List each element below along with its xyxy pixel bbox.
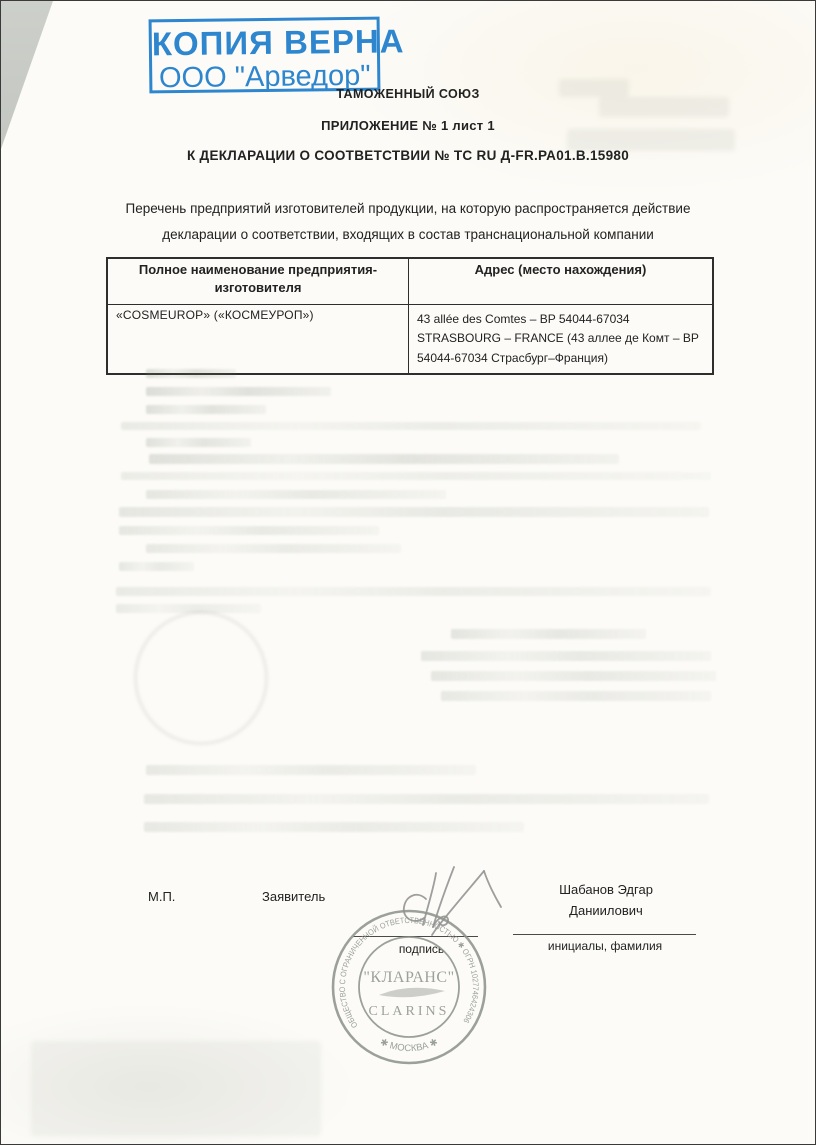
- column-header-address: Адрес (место нахождения): [474, 262, 647, 277]
- appendix-heading: ПРИЛОЖЕНИЕ № 1 лист 1: [321, 118, 495, 133]
- ghost-text-artifact: [121, 422, 701, 430]
- ghost-text-artifact: [146, 544, 401, 553]
- signature-caption: подпись: [398, 942, 445, 956]
- ghost-text-artifact: [567, 129, 735, 151]
- intro-paragraph-line2: декларации о соответствии, входящих в состав транснациональной компании: [162, 227, 654, 242]
- name-line: [513, 934, 696, 935]
- intro-paragraph-line1: Перечень предприятий изготовителей продукции, на которую распространяется действие: [125, 201, 691, 216]
- ghost-text-artifact: [559, 79, 629, 97]
- ghost-text-artifact: [121, 472, 711, 480]
- ghost-text-artifact: [146, 490, 446, 499]
- seal-company-name-en: CLARINS: [368, 1004, 450, 1019]
- ghost-text-artifact: [119, 507, 709, 517]
- seal-inner-ring: [359, 937, 459, 1037]
- ghost-text-artifact: [149, 454, 619, 464]
- manufacturer-cell: «COSMEUROP» («КОСМЕУРОП»): [108, 305, 409, 373]
- column-header-manufacturer: Полное наименование предприятия-изготовителя: [108, 259, 409, 304]
- seal-bottom-text: ✱ МОСКВА ✱: [378, 1036, 440, 1055]
- ghost-text-artifact: [421, 651, 711, 661]
- ghost-text-artifact: [146, 438, 251, 447]
- ghost-text-artifact: [146, 765, 476, 775]
- table-header-row: [108, 259, 712, 305]
- manufacturers-table: [106, 257, 714, 375]
- ghost-text-artifact: [144, 822, 524, 832]
- ghost-stamp-artifact: [134, 611, 268, 745]
- address-cell: 43 allée des Comtes – BP 54044-67034 STRASBOURG – FRANCE (43 аллее де Комт – BP 54044-67034 Страсбург–Франция): [417, 312, 699, 365]
- seal-swoosh-logo: [379, 988, 445, 997]
- copy-verna-stamp: [149, 17, 405, 95]
- ghost-text-artifact: [119, 526, 379, 535]
- applicant-label: Заявитель: [262, 889, 326, 904]
- ghost-text-artifact: [431, 671, 716, 681]
- ghost-text-artifact: [146, 369, 236, 378]
- seal-company-name-ru: "КЛАРАНС": [363, 969, 455, 986]
- seal-ring-text: ОБЩЕСТВО С ОГРАНИЧЕННОЙ ОТВЕТСТВЕННОСТЬЮ ✱ ОГРН 1027746424306: [337, 915, 481, 1030]
- copy-stamp-line2: ООО "Арведор": [158, 59, 371, 95]
- table-row: [108, 305, 712, 373]
- applicant-name: Шабанов Эдгар Даниилович: [559, 882, 653, 918]
- ghost-text-artifact: [441, 691, 711, 701]
- name-caption: инициалы, фамилия: [547, 939, 663, 953]
- declaration-number-heading: К ДЕКЛАРАЦИИ О СООТВЕТСТВИИ № ТС RU Д-FR.РА01.В.15980: [186, 148, 630, 163]
- ghost-text-artifact: [146, 387, 331, 396]
- ghost-text-artifact: [451, 629, 646, 639]
- ghost-text-artifact: [599, 97, 729, 117]
- copy-stamp-line1: КОПИЯ ВЕРНА: [151, 22, 405, 63]
- ghost-text-artifact: [119, 562, 194, 571]
- seal-place-label: М.П.: [148, 889, 176, 904]
- company-seal-stamp: [327, 905, 491, 1069]
- scan-noise: [31, 1041, 321, 1136]
- ghost-text-artifact: [116, 587, 711, 596]
- seal-outer-ring: [333, 911, 485, 1063]
- ghost-text-artifact: [146, 405, 266, 414]
- customs-union-heading: ТАМОЖЕННЫЙ СОЮЗ: [336, 87, 480, 101]
- ghost-text-artifact: [144, 794, 709, 804]
